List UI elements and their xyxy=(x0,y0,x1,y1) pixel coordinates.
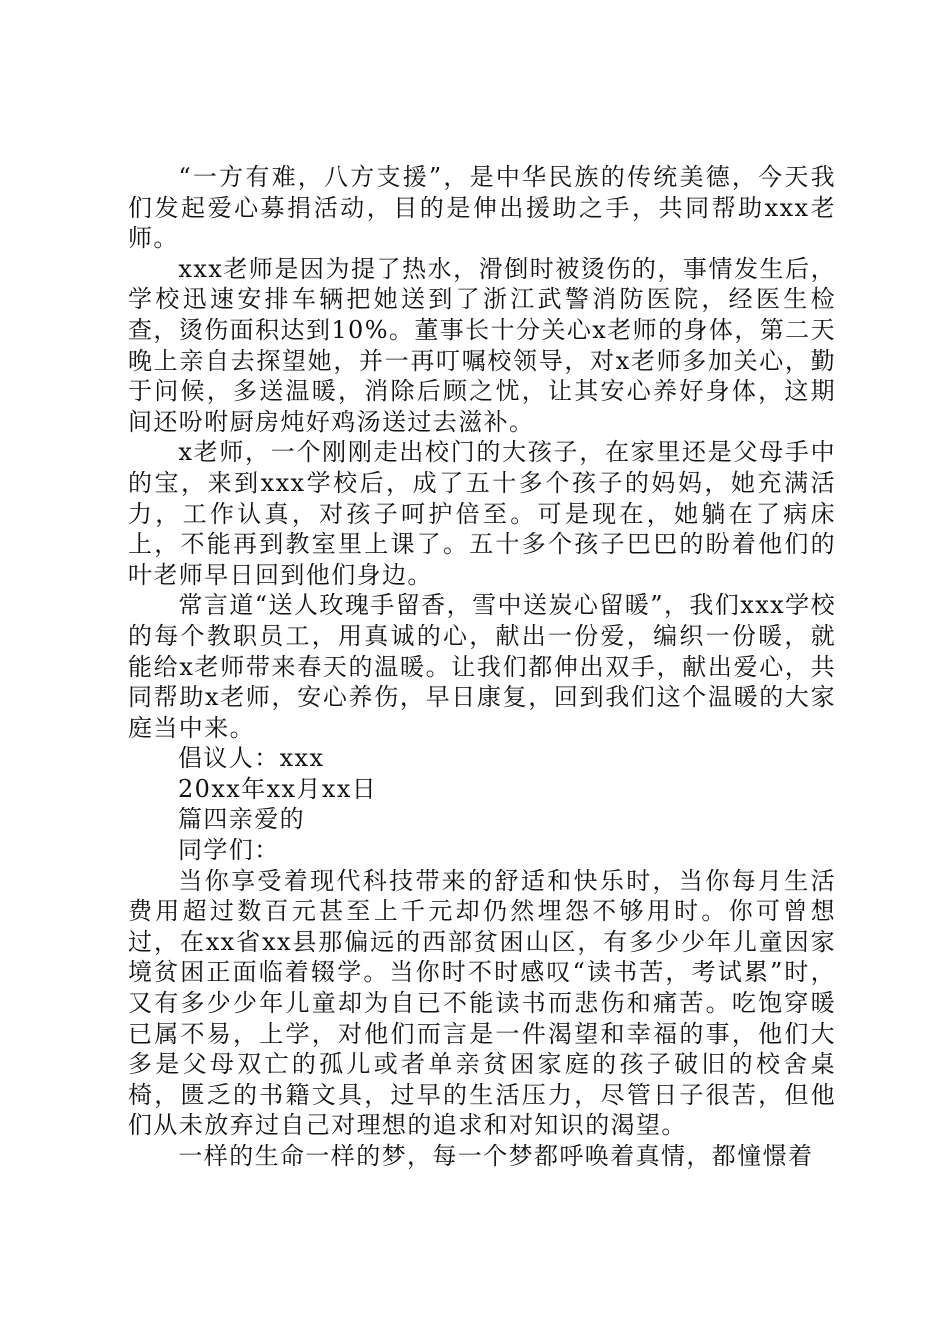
paragraph: xxx老师是因为提了热水，滑倒时被烫伤的，事情发生后，学校迅速安排车辆把她送到了浙江武警消防医院，经医生检查，烫伤面积达到10%。董事长十分关心x老师的身体，第二天晚上亲自去探望她，并一再叮嘱校领导，对x老师多加关心，勤于问候，多送温暖，消除后顾之忧，让其安心养好身体，这期间还吩咐厨房炖好鸡汤送过去滋补。 xyxy=(128,254,836,436)
date-line: 20xx年xx月xx日 xyxy=(178,774,378,803)
document-body xyxy=(128,162,836,1172)
initiator-line: 倡议人：xxx xyxy=(178,744,325,773)
salutation: 同学们： xyxy=(178,836,280,865)
paragraph: 常言道“送人玫瑰手留香，雪中送炭心留暖”，我们xxx学校的每个教职员工，用真诚的心，献出一份爱，编织一份暖，就能给x老师带来春天的温暖。让我们都伸出双手，献出爱心，共同帮助x老师，安心养伤，早日康复，回到我们这个温暖的大家庭当中来。 xyxy=(128,591,836,742)
paragraph: 当你享受着现代科技带来的舒适和快乐时，当你每月生活费用超过数百元甚至上千元却仍然埋怨不够用时。你可曾想过，在xx省xx县那偏远的西部贫困山区，有多少少年儿童因家境贫困正面临着辍学。当你时不时感叹“读书苦，考试累”时，又有多少少年儿童却为自已不能读书而悲伤和痛苦。吃饱穿暖已属不易，上学，对他们而言是一件渴望和幸福的事，他们大多是父母双亡的孤儿或者单亲贫困家庭的孩子破旧的校舍桌椅，匮乏的书籍文具，过早的生活压力，尽管日子很苦，但他们从未放弃过自己对理想的追求和对知识的渴望。 xyxy=(128,866,836,1140)
section-heading: 篇四亲爱的 xyxy=(178,805,305,834)
paragraph: “一方有难，八方支援”，是中华民族的传统美德，今天我们发起爱心募捐活动，目的是伸出援助之手，共同帮助xxx老师。 xyxy=(128,163,836,253)
paragraph: x老师，一个刚刚走出校门的大孩子，在家里还是父母手中的宝，来到xxx学校后，成了五十多个孩子的妈妈，她充满活力，工作认真，对孩子呵护倍至。可是现在，她躺在了病床上，不能再到教室里上课了。五十多个孩子巴巴的盼着他们的叶老师早日回到他们身边。 xyxy=(128,438,836,589)
paragraph: 一样的生命一样的梦，每一个梦都呼唤着真情，都憧憬着 xyxy=(178,1142,814,1170)
